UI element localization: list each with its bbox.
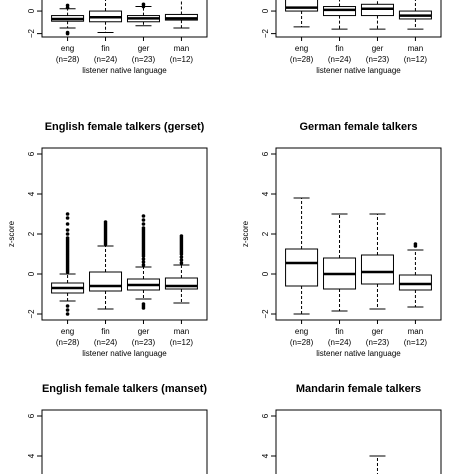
outlier-point [142,214,146,218]
x-count-label: (n=12) [169,55,194,64]
x-axis-label: listener native language [82,349,167,358]
x-count-label: (n=24) [93,55,118,64]
outlier-point [104,220,108,224]
x-count-label: (n=12) [169,338,194,347]
box-3 [361,0,393,29]
plot-frame [42,410,207,474]
outlier-point [66,212,70,216]
x-category-label: man [173,327,190,336]
x-count-label: (n=12) [403,338,428,347]
panel-5 [27,383,207,474]
x-category-label: ger [137,44,150,53]
x-category-label: fin [335,327,344,336]
y-tick-label: 6 [27,413,36,419]
box-2 [90,0,122,32]
x-category-label: man [407,44,424,53]
y-axis-label: z-score [241,220,250,248]
x-count-label: (n=23) [365,338,390,347]
panel-6 [261,383,441,474]
outlier-point [66,32,70,36]
x-category-label: eng [294,327,309,336]
y-tick-label: 6 [27,151,36,157]
x-count-label: (n=12) [403,55,428,64]
box-1 [286,198,318,314]
outlier-point [142,306,146,310]
box-1 [52,212,84,316]
y-tick-label: 2 [27,231,36,237]
x-category-label: eng [294,44,309,53]
panel-1 [27,0,207,75]
x-count-label: (n=23) [131,55,156,64]
box-iqr [399,275,431,290]
x-category-label: man [173,44,190,53]
x-count-label: (n=28) [55,55,80,64]
box-iqr [90,272,122,291]
x-axis-label: listener native language [316,66,401,75]
x-category-label: fin [101,327,110,336]
outlier-point [180,234,184,238]
y-tick-label: −2 [261,309,270,319]
x-category-label: man [407,327,424,336]
box-2 [324,0,356,29]
x-count-label: (n=24) [327,55,352,64]
y-tick-label: 4 [261,191,270,197]
outlier-point [414,242,418,246]
box-3 [361,214,393,309]
panel-2 [261,0,441,75]
plot-frame [276,148,441,320]
outlier-point [66,304,70,308]
outlier-point [66,236,70,240]
outlier-point [142,218,146,222]
x-category-label: fin [335,44,344,53]
y-axis-label: z-score [7,220,16,248]
x-count-label: (n=28) [55,338,80,347]
y-tick-label: 2 [261,231,270,237]
x-category-label: fin [101,44,110,53]
panel-title: Mandarin female talkers [295,383,422,395]
box-3 [127,214,159,310]
x-category-label: ger [137,327,150,336]
box-1 [52,4,84,36]
y-tick-label: −2 [27,309,36,319]
x-count-label: (n=24) [327,338,352,347]
outlier-point [66,232,70,236]
box-1 [286,0,318,27]
y-tick-label: 0 [27,8,36,14]
x-count-label: (n=23) [131,338,156,347]
x-count-label: (n=24) [93,338,118,347]
outlier-point [142,226,146,230]
box-2 [90,220,122,309]
y-tick-label: 4 [27,453,36,459]
plot-frame [276,410,441,474]
x-count-label: (n=28) [289,55,314,64]
y-tick-label: 6 [261,151,270,157]
panel-3 [7,121,207,358]
box-1 [369,456,385,474]
box-2 [324,214,356,311]
outlier-point [66,4,70,8]
x-count-label: (n=23) [365,55,390,64]
box-4 [399,242,431,307]
panel-title: German female talkers [299,121,418,133]
box-iqr [286,249,318,286]
outlier-point [66,308,70,312]
x-category-label: ger [371,327,384,336]
box-4 [165,234,197,303]
x-axis-label: listener native language [82,66,167,75]
box-3 [127,2,159,25]
x-category-label: eng [60,327,75,336]
box-4 [399,0,431,29]
box-iqr [165,278,197,289]
box-4 [165,0,197,28]
y-tick-label: 4 [261,453,270,459]
y-tick-label: 6 [261,413,270,419]
outlier-point [66,222,70,226]
outlier-point [142,2,146,6]
y-tick-label: −2 [261,29,270,39]
panel-title: English female talkers (manset) [41,383,208,395]
box-iqr [286,0,318,11]
outlier-point [142,222,146,226]
x-category-label: eng [60,44,75,53]
x-axis-label: listener native language [316,349,401,358]
y-tick-label: 4 [27,191,36,197]
box-iqr [361,255,393,284]
panel-title: English female talkers (gerset) [44,121,205,133]
outlier-point [66,216,70,220]
x-count-label: (n=28) [289,338,314,347]
y-tick-label: 0 [261,8,270,14]
y-tick-label: 0 [261,271,270,277]
outlier-point [66,228,70,232]
y-tick-label: −2 [27,29,36,39]
x-category-label: ger [371,44,384,53]
y-tick-label: 0 [27,271,36,277]
outlier-point [66,312,70,316]
panel-4 [241,121,441,358]
